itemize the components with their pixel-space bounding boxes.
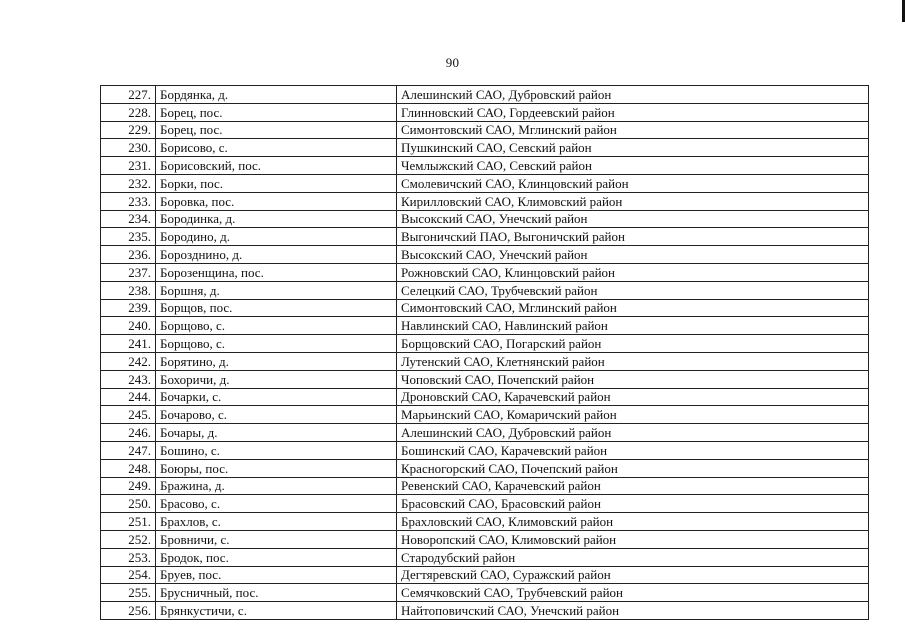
table-row	[101, 281, 869, 299]
settlement-name-cell: Борец, пос.	[156, 121, 397, 139]
row-number-cell: 243.	[101, 370, 156, 388]
table-row	[101, 406, 869, 424]
administration-cell: Стародубский район	[397, 548, 869, 566]
table-row	[101, 121, 869, 139]
administration-cell: Брахловский САО, Климовский район	[397, 513, 869, 531]
administration-cell: Ревенский САО, Карачевский район	[397, 477, 869, 495]
administration-cell: Смолевичский САО, Клинцовский район	[397, 174, 869, 192]
administration-cell: Найтоповичский САО, Унечский район	[397, 602, 869, 620]
settlement-name-cell: Брусничный, пос.	[156, 584, 397, 602]
settlement-name-cell: Борщово, с.	[156, 335, 397, 353]
settlement-name-cell: Борки, пос.	[156, 174, 397, 192]
table-row	[101, 352, 869, 370]
page-number: 90	[445, 55, 460, 70]
table-row	[101, 139, 869, 157]
row-number-cell: 240.	[101, 317, 156, 335]
row-number-cell: 251.	[101, 513, 156, 531]
row-number-cell: 255.	[101, 584, 156, 602]
row-number-cell: 233.	[101, 192, 156, 210]
table-row	[101, 317, 869, 335]
administration-cell: Алешинский САО, Дубровский район	[397, 86, 869, 104]
settlement-name-cell: Бородинка, д.	[156, 210, 397, 228]
settlement-name-cell: Бохоричи, д.	[156, 370, 397, 388]
settlement-name-cell: Боюры, пос.	[156, 459, 397, 477]
settlements-table	[100, 85, 869, 620]
settlement-name-cell: Бочарки, с.	[156, 388, 397, 406]
row-number-cell: 241.	[101, 335, 156, 353]
table-row	[101, 299, 869, 317]
administration-cell: Дегтяревский САО, Суражский район	[397, 566, 869, 584]
administration-cell: Брасовский САО, Брасовский район	[397, 495, 869, 513]
table-row	[101, 263, 869, 281]
row-number-cell: 227.	[101, 86, 156, 104]
table-row	[101, 513, 869, 531]
settlement-name-cell: Борятино, д.	[156, 352, 397, 370]
row-number-cell: 252.	[101, 530, 156, 548]
table-row	[101, 548, 869, 566]
table-row	[101, 86, 869, 104]
table-row	[101, 103, 869, 121]
row-number-cell: 242.	[101, 352, 156, 370]
administration-cell: Лутенский САО, Клетнянский район	[397, 352, 869, 370]
table-row	[101, 192, 869, 210]
administration-cell: Чоповский САО, Почепский район	[397, 370, 869, 388]
settlement-name-cell: Борисово, с.	[156, 139, 397, 157]
administration-cell: Борщовский САО, Погарский район	[397, 335, 869, 353]
row-number-cell: 250.	[101, 495, 156, 513]
settlement-name-cell: Борозднино, д.	[156, 246, 397, 264]
row-number-cell: 239.	[101, 299, 156, 317]
row-number-cell: 228.	[101, 103, 156, 121]
settlement-name-cell: Бродок, пос.	[156, 548, 397, 566]
administration-cell: Кирилловский САО, Климовский район	[397, 192, 869, 210]
settlement-name-cell: Брахлов, с.	[156, 513, 397, 531]
administration-cell: Рожновский САО, Клинцовский район	[397, 263, 869, 281]
row-number-cell: 235.	[101, 228, 156, 246]
administration-cell: Селецкий САО, Трубчевский район	[397, 281, 869, 299]
settlement-name-cell: Бруев, пос.	[156, 566, 397, 584]
settlement-name-cell: Борисовский, пос.	[156, 157, 397, 175]
row-number-cell: 253.	[101, 548, 156, 566]
settlement-name-cell: Брасово, с.	[156, 495, 397, 513]
table-row	[101, 174, 869, 192]
administration-cell: Глинновский САО, Гордеевский район	[397, 103, 869, 121]
row-number-cell: 254.	[101, 566, 156, 584]
settlement-name-cell: Борщов, пос.	[156, 299, 397, 317]
settlement-name-cell: Борец, пос.	[156, 103, 397, 121]
table-row	[101, 210, 869, 228]
row-number-cell: 237.	[101, 263, 156, 281]
administration-cell: Дроновский САО, Карачевский район	[397, 388, 869, 406]
row-number-cell: 244.	[101, 388, 156, 406]
table-row	[101, 157, 869, 175]
settlement-name-cell: Боршня, д.	[156, 281, 397, 299]
administration-cell: Навлинский САО, Навлинский район	[397, 317, 869, 335]
settlement-name-cell: Бордянка, д.	[156, 86, 397, 104]
row-number-cell: 231.	[101, 157, 156, 175]
table-row	[101, 584, 869, 602]
administration-cell: Семячковский САО, Трубчевский район	[397, 584, 869, 602]
settlement-name-cell: Борозенщина, пос.	[156, 263, 397, 281]
table-row	[101, 370, 869, 388]
administration-cell: Бошинский САО, Карачевский район	[397, 441, 869, 459]
administration-cell: Чемлыжский САО, Севский район	[397, 157, 869, 175]
row-number-cell: 236.	[101, 246, 156, 264]
table-row	[101, 530, 869, 548]
row-number-cell: 245.	[101, 406, 156, 424]
row-number-cell: 247.	[101, 441, 156, 459]
administration-cell: Новоропский САО, Климовский район	[397, 530, 869, 548]
administration-cell: Высокский САО, Унечский район	[397, 210, 869, 228]
table-row	[101, 388, 869, 406]
row-number-cell: 229.	[101, 121, 156, 139]
row-number-cell: 246.	[101, 424, 156, 442]
settlement-name-cell: Борщово, с.	[156, 317, 397, 335]
table-row	[101, 566, 869, 584]
table-row	[101, 477, 869, 495]
table-row	[101, 424, 869, 442]
row-number-cell: 234.	[101, 210, 156, 228]
settlement-name-cell: Брянкустичи, с.	[156, 602, 397, 620]
administration-cell: Симонтовский САО, Мглинский район	[397, 299, 869, 317]
settlements-table-body	[101, 86, 869, 620]
settlement-name-cell: Бочары, д.	[156, 424, 397, 442]
table-row	[101, 602, 869, 620]
settlement-name-cell: Бровничи, с.	[156, 530, 397, 548]
row-number-cell: 248.	[101, 459, 156, 477]
settlement-name-cell: Бочарово, с.	[156, 406, 397, 424]
settlement-name-cell: Бошино, с.	[156, 441, 397, 459]
row-number-cell: 249.	[101, 477, 156, 495]
administration-cell: Пушкинский САО, Севский район	[397, 139, 869, 157]
table-row	[101, 335, 869, 353]
table-row	[101, 228, 869, 246]
row-number-cell: 230.	[101, 139, 156, 157]
row-number-cell: 238.	[101, 281, 156, 299]
settlement-name-cell: Бородино, д.	[156, 228, 397, 246]
row-number-cell: 256.	[101, 602, 156, 620]
administration-cell: Высокский САО, Унечский район	[397, 246, 869, 264]
table-row	[101, 495, 869, 513]
settlement-name-cell: Бражина, д.	[156, 477, 397, 495]
settlement-name-cell: Боровка, пос.	[156, 192, 397, 210]
row-number-cell: 232.	[101, 174, 156, 192]
table-row	[101, 459, 869, 477]
administration-cell: Марьинский САО, Комаричский район	[397, 406, 869, 424]
table-row	[101, 441, 869, 459]
administration-cell: Выгоничский ПАО, Выгоничский район	[397, 228, 869, 246]
administration-cell: Красногорский САО, Почепский район	[397, 459, 869, 477]
administration-cell: Алешинский САО, Дубровский район	[397, 424, 869, 442]
administration-cell: Симонтовский САО, Мглинский район	[397, 121, 869, 139]
table-row	[101, 246, 869, 264]
